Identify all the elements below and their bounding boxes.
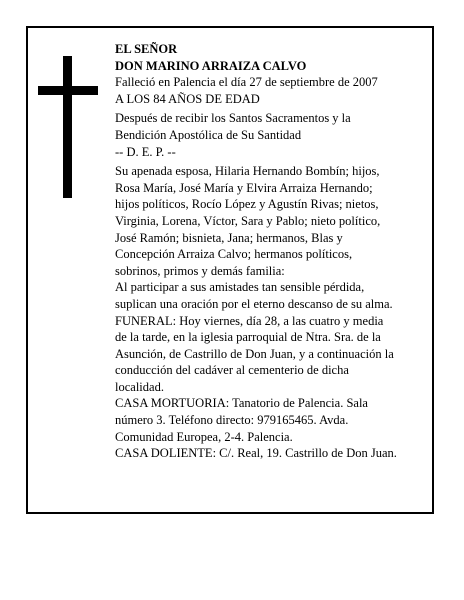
funeral-line: Asunción, de Castrillo de Don Juan, y a continuación la xyxy=(115,346,394,361)
family-line: Virginia, Lorena, Víctor, Sara y Pablo; nieto político, xyxy=(115,213,381,228)
rip-line: -- D. E. P. -- xyxy=(115,144,176,159)
family-line: hijos políticos, Rocío López y Agustín Rivas; nietos, xyxy=(115,197,379,212)
mortuary-line: número 3. Teléfono directo: 979165465. Avda. xyxy=(115,413,349,428)
mortuary-line: CASA MORTUORIA: Tanatorio de Palencia. Sala xyxy=(115,396,368,411)
death-line: Falleció en Palencia el día 27 de septiembre de 2007 xyxy=(115,75,378,90)
mourning-house-line: CASA DOLIENTE: C/. Real, 19. Castrillo de Don Juan. xyxy=(115,446,397,461)
funeral-line: localidad. xyxy=(115,379,164,394)
family-line: sobrinos, primos y demás familia: xyxy=(115,263,285,278)
funeral-line: FUNERAL: Hoy viernes, día 28, a las cuatro y media xyxy=(115,313,384,328)
mortuary-line: Comunidad Europea, 2-4. Palencia. xyxy=(115,429,293,444)
request-line: suplican una oración por el eterno descanso de su alma. xyxy=(115,296,393,311)
family-line: José Ramón; bisnieta, Jana; hermanos, Blas y xyxy=(115,230,343,245)
family-line: Su apenada esposa, Hilaria Hernando Bombín; hijos, xyxy=(115,164,380,179)
deceased-name: DON MARINO ARRAIZA CALVO xyxy=(115,58,307,73)
funeral-line: de la tarde, en la iglesia parroquial de Ntra. Sra. de la xyxy=(115,330,381,345)
family-line: Rosa María, José María y Elvira Arraiza Hernando; xyxy=(115,180,373,195)
cross-vertical-bar xyxy=(63,56,72,198)
funeral-line: conducción del cadáver al cementerio de dicha xyxy=(115,363,349,378)
request-line: Al participar a sus amistades tan sensible pérdida, xyxy=(115,280,365,295)
cross-horizontal-bar xyxy=(38,86,98,95)
obituary-text xyxy=(115,41,435,462)
sacraments-line: Bendición Apostólica de Su Santidad xyxy=(115,127,302,142)
title-line: EL SEÑOR xyxy=(115,42,178,56)
family-line: Concepción Arraiza Calvo; hermanos políticos, xyxy=(115,247,353,262)
obituary-notice xyxy=(26,26,434,514)
sacraments-line: Después de recibir los Santos Sacramentos y la xyxy=(115,111,351,126)
age-line: A LOS 84 AÑOS DE EDAD xyxy=(115,91,260,106)
cross-icon xyxy=(38,56,98,198)
